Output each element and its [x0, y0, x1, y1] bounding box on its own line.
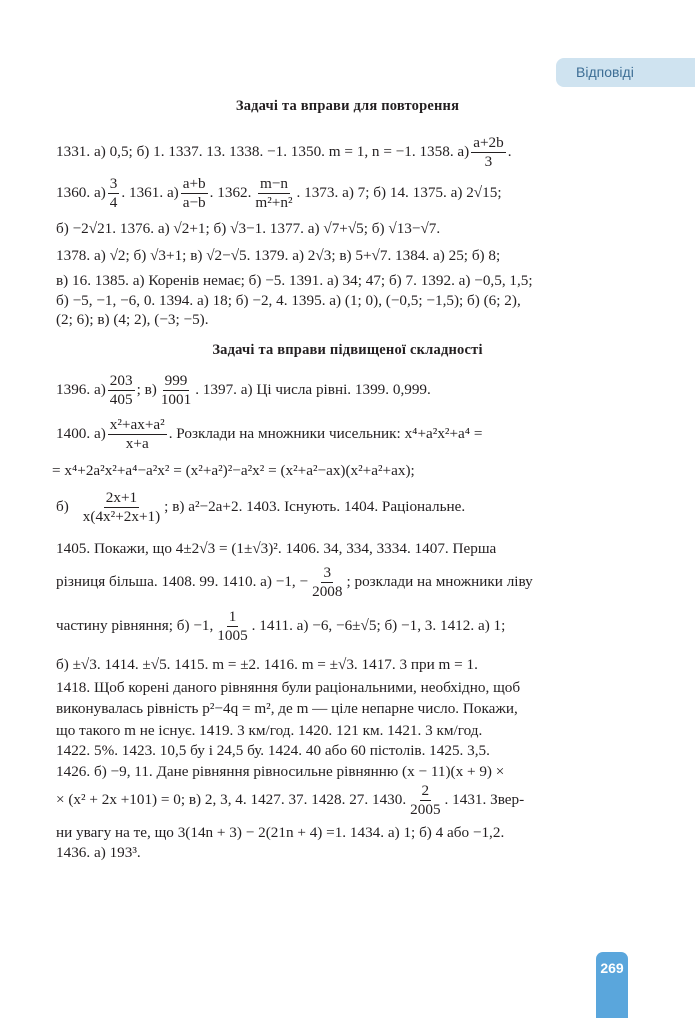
answer-line: в) 16. 1385. а) Коренів немає; б) −5. 1391. а) 34; 47; б) 7. 1392. а) −0,5, 1,5;: [56, 272, 533, 289]
fraction: $\frac{2x+1}{\text{x(4x²+2x+1)}}$: [82, 488, 161, 525]
answer-line: що такого m не існує. 1419. 3 км/год. 1420. 121 км. 1421. 3 км/год.: [56, 722, 483, 739]
fraction: $\frac{a+b}{a-b}$: [182, 174, 206, 211]
answer-line: = x⁴+2a²x²+a⁴−a²x² = (x²+a²)²−a²x² = (x²+a²−ax)(x²+a²+ax);: [52, 462, 415, 479]
answer-line: виконувалась рівність p²−4q = m², де m — ціле непарне число. Покажи,: [56, 700, 518, 717]
answer-line: 1396. а) $\frac{203}{405}$ ; в) $\frac{999}{1001}$ . 1397. а) Ці числа рівні. 1399. 0,999.: [56, 371, 431, 408]
answer-line: б) ±√3. 1414. ±√5. 1415. m = ±2. 1416. m = ±√3. 1417. 3 при m = 1.: [56, 656, 478, 673]
answer-line: 1331. а) 0,5; б) 1. 1337. 13. 1338. −1. 1350. m = 1, n = −1. 1358. а) $\frac{a+2b}{3}$ .: [56, 133, 512, 170]
answer-line: б) −2√21. 1376. а) √2+1; б) √3−1. 1377. а) √7+√5; б) √13−√7.: [56, 220, 441, 237]
answer-line: б) $\frac{2x+1}{\text{x(4x²+2x+1)}}$ ; в) a²−2a+2. 1403. Існують. 1404. Раціональне.: [56, 488, 466, 525]
fraction: $\frac{203}{405}$: [109, 371, 133, 408]
answer-line: 1422. 5%. 1423. 10,5 бу і 24,5 бу. 1424. 40 або 60 пістолів. 1425. 3,5.: [56, 742, 490, 759]
section-tab: Відповіді: [556, 58, 695, 87]
fraction: $\frac{1}{1005}$: [217, 607, 248, 644]
page-number: 269: [596, 952, 628, 1018]
answer-line: різниця більша. 1408. 99. 1410. а) −1, − $\frac{3}{2008}$ ; розклади на множники ліву: [56, 563, 533, 600]
section-heading-review: Задачі та вправи для повторення: [235, 98, 460, 114]
fraction: $\frac{m-n}{\text{m²+n²}}$: [255, 174, 293, 211]
answer-line: 1378. а) √2; б) √3+1; в) √2−√5. 1379. а) 2√3; в) 5+√7. 1384. а) 25; б) 8;: [56, 247, 501, 264]
section-heading-advanced: Задачі та вправи підвищеної складності: [212, 342, 483, 358]
answer-line: (2; 6); в) (4; 2), (−3; −5).: [56, 311, 209, 328]
answer-line: 1436. а) 193³.: [56, 844, 141, 861]
answer-line: × (x² + 2x +101) = 0; в) 2, 3, 4. 1427. 37. 1428. 27. 1430. $\frac{2}{2005}$ . 1431. Звер-: [56, 781, 525, 818]
answer-line: ни увагу на те, що 3(14n + 3) − 2(21n + 4) =1. 1434. а) 1; б) 4 або −1,2.: [56, 824, 505, 841]
fraction: $\frac{2}{2005}$: [410, 781, 441, 818]
answer-line: 1405. Покажи, що 4±2√3 = (1±√3)². 1406. 34, 334, 3334. 1407. Перша: [56, 540, 497, 557]
fraction: $\frac{3}{2008}$: [312, 563, 343, 600]
answer-line: 1360. а) $\frac{3}{4}$ . 1361. а) $\frac{a+b}{a-b}$ . 1362. $\frac{m-n}{\text{m²+n²}}$ . 1373. а) 7; б) 14. 1375. а) 2√15;: [56, 174, 502, 211]
answer-line: частину рівняння; б) −1, $\frac{1}{1005}$ . 1411. а) −6, −6±√5; б) −1, 3. 1412. а) 1;: [56, 607, 506, 644]
fraction: $\frac{999}{1001}$: [160, 371, 192, 408]
answer-line: 1400. а) $\frac{\text{x²+ax+a²}}{x+a}$ . Розклади на множники чисельник: x⁴+a²x²+a⁴ =: [56, 415, 483, 452]
answer-line: 1426. б) −9, 11. Дане рівняння рівносильне рівнянню (x − 11)(x + 9) ×: [56, 763, 505, 780]
answer-line: 1418. Щоб корені даного рівняння були раціональними, необхідно, щоб: [56, 679, 521, 696]
fraction: $\frac{3}{4}$: [109, 174, 118, 211]
fraction: $\frac{a+2b}{3}$: [473, 133, 504, 170]
answer-line: б) −5, −1, −6, 0. 1394. а) 18; б) −2, 4. 1395. а) (1; 0), (−0,5; −1,5); б) (6; 2),: [56, 292, 521, 309]
fraction: $\frac{\text{x²+ax+a²}}{x+a}$: [109, 415, 165, 452]
